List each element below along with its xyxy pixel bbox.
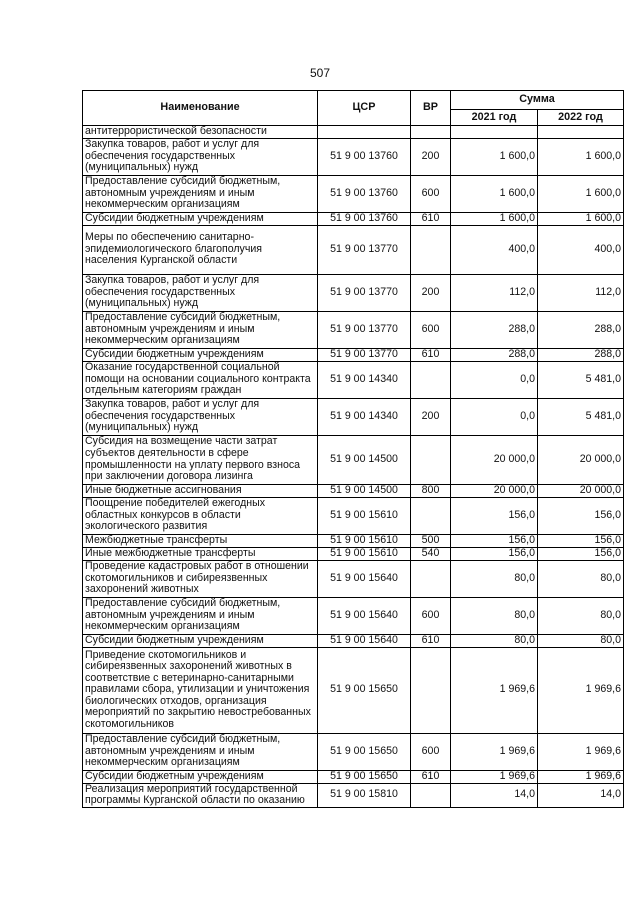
table-row [83,126,624,139]
row-name: Иные межбюджетные трансферты [83,547,318,560]
table-row [83,348,624,361]
row-amount-2021: 288,0 [451,348,538,361]
row-name: Поощрение победителей ежегодных областных конкурсов в области экологического развития [83,497,318,534]
row-amount-2022: 1 969,6 [538,770,624,783]
row-csr: 51 9 00 15650 [318,770,411,783]
row-name: Реализация мероприятий государственной программы Курганской области по оказанию [83,783,318,807]
row-name: Субсидии бюджетным учреждениям [83,770,318,783]
row-csr: 51 9 00 14340 [318,361,411,398]
row-csr: 51 9 00 13770 [318,225,411,274]
row-amount-2021: 400,0 [451,225,538,274]
row-vr: 600 [411,311,451,348]
row-csr: 51 9 00 15650 [318,733,411,770]
row-amount-2022: 80,0 [538,634,624,647]
row-amount-2021: 80,0 [451,634,538,647]
table-row [83,497,624,534]
row-name: антитеррористической безопасности [83,126,318,139]
row-vr: 610 [411,634,451,647]
row-vr [411,225,451,274]
row-name: Иные бюджетные ассигнования [83,484,318,497]
row-amount-2022: 80,0 [538,597,624,634]
row-vr: 600 [411,175,451,212]
row-amount-2021: 0,0 [451,361,538,398]
row-amount-2021: 112,0 [451,274,538,311]
row-csr: 51 9 00 15810 [318,783,411,807]
table-row [83,484,624,497]
table-row [83,435,624,484]
row-name: Межбюджетные трансферты [83,534,318,547]
row-name: Предоставление субсидий бюджетным, автономным учреждениям и иным некоммерческим организациям [83,597,318,634]
row-name: Предоставление субсидий бюджетным, автономным учреждениям и иным некоммерческим организациям [83,733,318,770]
row-amount-2021: 0,0 [451,398,538,435]
row-amount-2021: 288,0 [451,311,538,348]
table-row [83,311,624,348]
row-name: Оказание государственной социальной помощи на основании социального контракта отдельным категориям граждан [83,361,318,398]
row-amount-2022: 1 600,0 [538,175,624,212]
row-name: Закупка товаров, работ и услуг для обеспечения государственных (муниципальных) нужд [83,274,318,311]
row-amount-2022 [538,126,624,139]
row-vr [411,361,451,398]
row-amount-2021: 1 969,6 [451,647,538,733]
row-vr: 600 [411,597,451,634]
row-csr: 51 9 00 14500 [318,484,411,497]
row-vr [411,126,451,139]
row-name: Приведение скотомогильников и сибиреязвенных захоронений животных в соответствие с ветеринарно-санитарными правилами сбора, утилизации и уничтожения биологических отходов, организация мероприятий по закрытию невостребованных скотомогильников [83,647,318,733]
row-amount-2021: 20 000,0 [451,484,538,497]
table-row [83,361,624,398]
row-amount-2022: 1 969,6 [538,733,624,770]
row-csr: 51 9 00 13760 [318,212,411,225]
budget-table [82,90,624,808]
row-amount-2022: 5 481,0 [538,398,624,435]
row-vr [411,647,451,733]
row-vr [411,560,451,597]
row-amount-2022: 288,0 [538,348,624,361]
row-vr [411,783,451,807]
table-row [83,597,624,634]
row-name: Субсидия на возмещение части затрат субъектов деятельности в сфере промышленности на уплату первого взноса при заключении договора лизинга [83,435,318,484]
row-amount-2022: 14,0 [538,783,624,807]
table-row [83,534,624,547]
row-vr: 800 [411,484,451,497]
table-row [83,733,624,770]
row-amount-2021: 156,0 [451,497,538,534]
row-csr [318,126,411,139]
row-csr: 51 9 00 13770 [318,348,411,361]
row-name: Субсидии бюджетным учреждениям [83,634,318,647]
table-row [83,560,624,597]
row-csr: 51 9 00 15640 [318,560,411,597]
row-csr: 51 9 00 15610 [318,534,411,547]
header-name: Наименование [83,91,318,126]
table-row [83,175,624,212]
row-vr: 610 [411,348,451,361]
row-csr: 51 9 00 15650 [318,647,411,733]
row-amount-2021: 20 000,0 [451,435,538,484]
row-amount-2022: 1 600,0 [538,138,624,175]
row-amount-2022: 1 969,6 [538,647,624,733]
row-amount-2021 [451,126,538,139]
row-vr: 200 [411,138,451,175]
row-csr: 51 9 00 13770 [318,274,411,311]
row-amount-2021: 1 600,0 [451,138,538,175]
row-amount-2022: 288,0 [538,311,624,348]
row-amount-2021: 156,0 [451,534,538,547]
table-row [83,547,624,560]
header-vr: ВР [411,91,451,126]
row-name: Закупка товаров, работ и услуг для обеспечения государственных (муниципальных) нужд [83,398,318,435]
row-vr: 610 [411,770,451,783]
row-amount-2021: 1 600,0 [451,175,538,212]
row-vr: 610 [411,212,451,225]
row-amount-2022: 1 600,0 [538,212,624,225]
row-name: Предоставление субсидий бюджетным, автономным учреждениям и иным некоммерческим организациям [83,311,318,348]
table-row [83,783,624,807]
row-name: Проведение кадастровых работ в отношении скотомогильников и сибиреязвенных захоронений животных [83,560,318,597]
table-row [83,138,624,175]
row-amount-2021: 156,0 [451,547,538,560]
table-row [83,647,624,733]
row-name: Меры по обеспечению санитарно-эпидемиологического благополучия населения Курганской области [83,225,318,274]
row-csr: 51 9 00 15610 [318,547,411,560]
table-row [83,274,624,311]
row-amount-2021: 1 969,6 [451,770,538,783]
row-amount-2021: 80,0 [451,597,538,634]
row-csr: 51 9 00 14340 [318,398,411,435]
row-csr: 51 9 00 15640 [318,634,411,647]
row-csr: 51 9 00 15610 [318,497,411,534]
row-vr [411,497,451,534]
row-amount-2022: 156,0 [538,497,624,534]
table-row [83,225,624,274]
row-amount-2022: 20 000,0 [538,484,624,497]
row-vr: 600 [411,733,451,770]
row-vr: 200 [411,398,451,435]
row-name: Субсидии бюджетным учреждениям [83,212,318,225]
row-amount-2022: 20 000,0 [538,435,624,484]
row-amount-2021: 80,0 [451,560,538,597]
row-vr: 540 [411,547,451,560]
row-csr: 51 9 00 14500 [318,435,411,484]
row-amount-2021: 1 969,6 [451,733,538,770]
row-amount-2022: 80,0 [538,560,624,597]
row-amount-2021: 14,0 [451,783,538,807]
table-body [83,126,624,808]
row-amount-2022: 156,0 [538,534,624,547]
header-year-2021: 2021 год [451,110,538,126]
row-csr: 51 9 00 13760 [318,138,411,175]
table-row [83,398,624,435]
table-row [83,634,624,647]
row-vr: 500 [411,534,451,547]
header-year-2022: 2022 год [538,110,624,126]
page-number: 507 [309,66,331,80]
row-amount-2022: 400,0 [538,225,624,274]
row-amount-2022: 156,0 [538,547,624,560]
row-name: Закупка товаров, работ и услуг для обеспечения государственных (муниципальных) нужд [83,138,318,175]
table-row [83,212,624,225]
table-row [83,770,624,783]
row-csr: 51 9 00 13760 [318,175,411,212]
row-vr [411,435,451,484]
row-csr: 51 9 00 15640 [318,597,411,634]
row-amount-2021: 1 600,0 [451,212,538,225]
header-sum: Сумма [451,91,624,110]
row-amount-2022: 112,0 [538,274,624,311]
row-csr: 51 9 00 13770 [318,311,411,348]
row-vr: 200 [411,274,451,311]
row-name: Предоставление субсидий бюджетным, автономным учреждениям и иным некоммерческим организациям [83,175,318,212]
row-amount-2022: 5 481,0 [538,361,624,398]
header-csr: ЦСР [318,91,411,126]
row-name: Субсидии бюджетным учреждениям [83,348,318,361]
